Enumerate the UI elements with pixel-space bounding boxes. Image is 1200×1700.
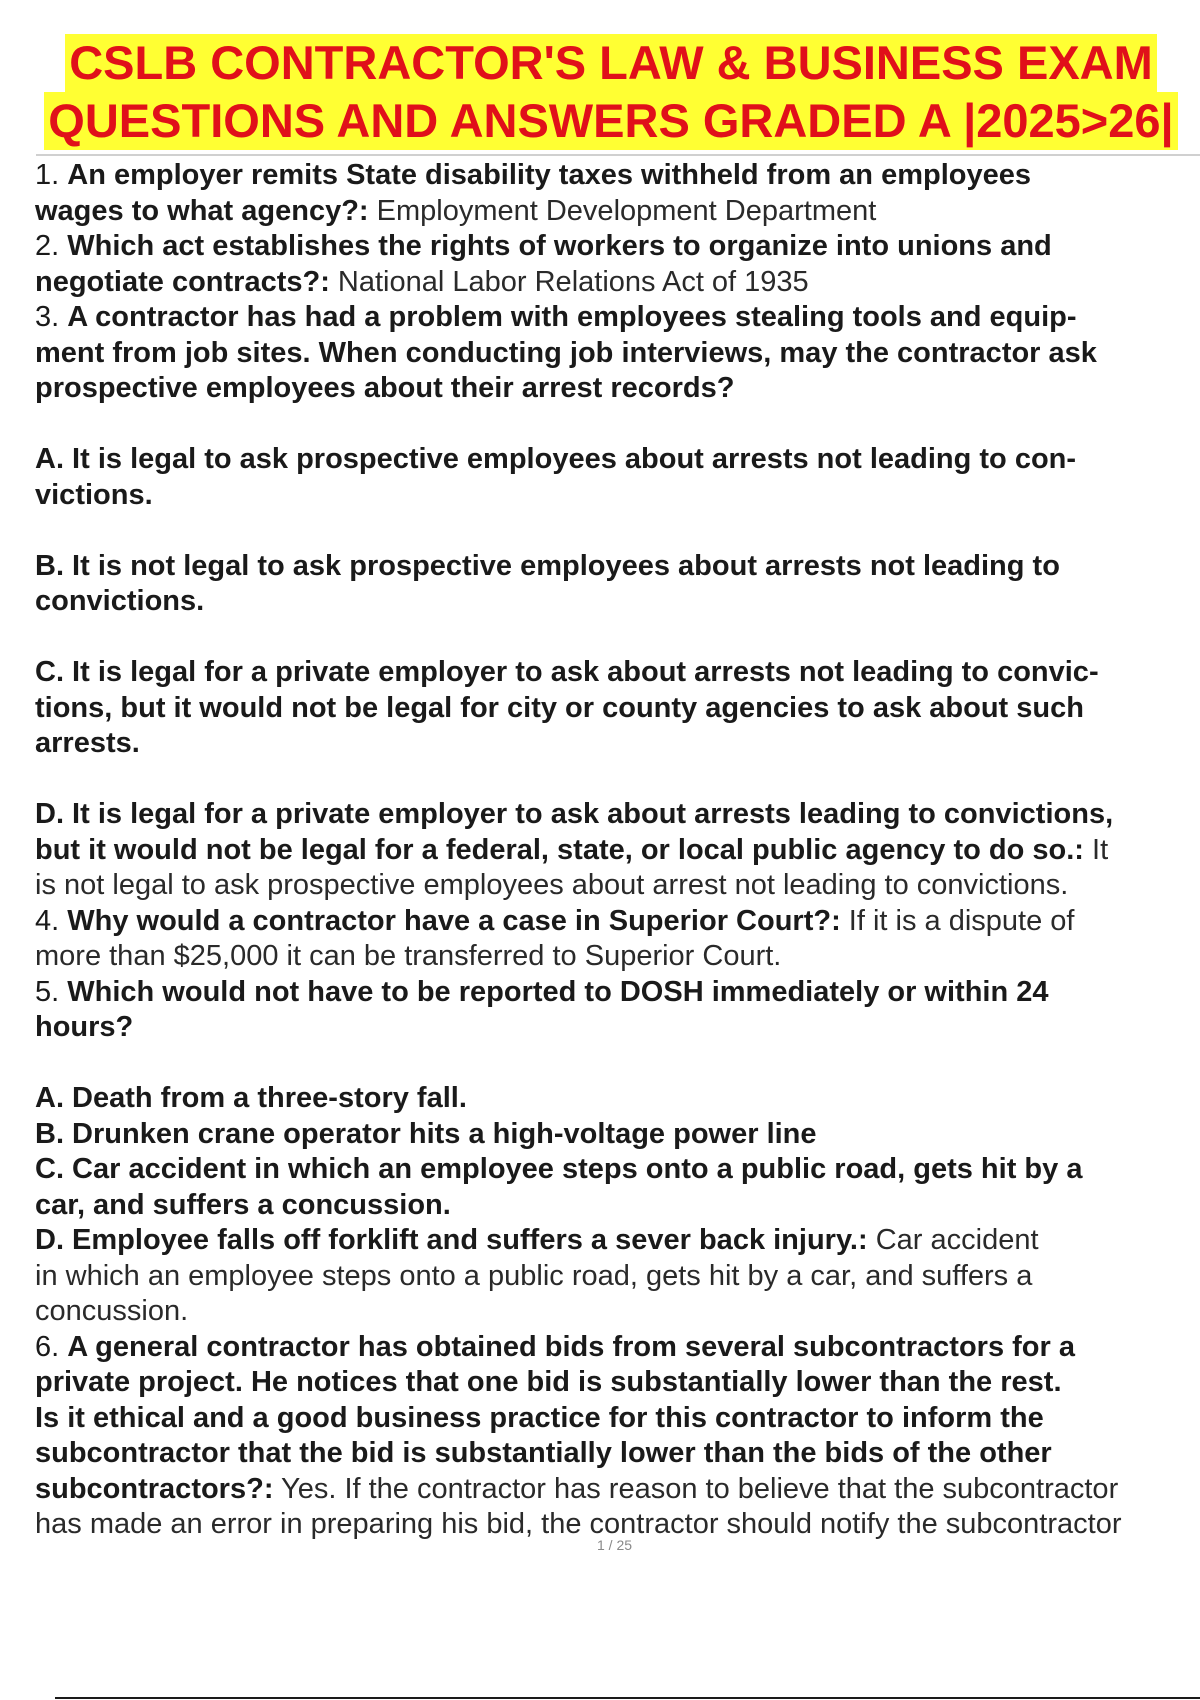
answer-text: National Labor Relations Act of 1935	[329, 265, 809, 298]
answer-text: It	[1083, 833, 1109, 866]
question-number: 6.	[35, 1330, 60, 1363]
question-text: private project. He notices that one bid is substantially lower than the rest.	[35, 1366, 1062, 1398]
option-d: D. It is legal for a private employer to ask about arrests leading to convictions,	[35, 798, 1114, 830]
question-text: hours?	[35, 1011, 134, 1043]
answer-text: has made an error in preparing his bid, the contractor should notify the subcontractor	[35, 1508, 1122, 1540]
document-title	[36, 34, 1186, 150]
page-bottom-divider	[55, 1697, 1200, 1699]
answer-text: If it is a dispute of	[840, 904, 1075, 937]
question-6	[35, 1330, 1195, 1543]
question-text: A general contractor has obtained bids from several subcontractors for a	[67, 1330, 1075, 1363]
option-b: B. Drunken crane operator hits a high-voltage power line	[35, 1117, 817, 1150]
option-c: C. It is legal for a private employer to ask about arrests not leading to convic-	[35, 656, 1099, 688]
question-text: A contractor has had a problem with employees stealing tools and equip-	[67, 301, 1077, 333]
answer-text: Car accident	[867, 1224, 1039, 1256]
answer-text: more than $25,000 it can be transferred to Superior Court.	[35, 940, 782, 972]
question-text: negotiate contracts?:	[35, 265, 330, 298]
question-3	[35, 300, 1195, 904]
option-b: convictions.	[35, 585, 205, 617]
question-text: Why would a contractor have a case in Superior Court?:	[67, 904, 841, 937]
question-text: subcontractors?:	[35, 1472, 274, 1505]
option-b: B. It is not legal to ask prospective employees about arrests not leading to	[35, 549, 1060, 582]
question-text: Which act establishes the rights of workers to organize into unions and	[67, 230, 1052, 262]
question-text: subcontractor that the bid is substantially lower than the bids of the other	[35, 1437, 1052, 1469]
question-5	[35, 975, 1195, 1330]
question-text: prospective employees about their arrest records?	[35, 372, 735, 404]
question-text: An employer remits State disability taxes withheld from an employees	[67, 159, 1031, 191]
question-text: Is it ethical and a good business practice for this contractor to inform the	[35, 1401, 1044, 1434]
answer-text: concussion.	[35, 1295, 189, 1327]
question-text: wages to what agency?:	[35, 194, 369, 227]
question-text: ment from job sites. When conducting job interviews, may the contractor ask	[35, 336, 1097, 369]
option-a: victions.	[35, 478, 153, 511]
question-number: 2.	[35, 230, 60, 262]
answer-text: is not legal to ask prospective employees about arrest not leading to convictions.	[35, 869, 1069, 901]
question-number: 4.	[35, 904, 60, 937]
title-line-2: QUESTIONS AND ANSWERS GRADED A |2025>26|	[44, 92, 1177, 150]
question-1	[35, 158, 1195, 229]
question-4	[35, 904, 1195, 975]
answer-text: Employment Development Department	[368, 194, 877, 227]
question-2	[35, 229, 1195, 300]
title-line-1: CSLB CONTRACTOR'S LAW & BUSINESS EXAM	[65, 34, 1157, 92]
option-c: arrests.	[35, 727, 140, 759]
question-list	[35, 158, 1195, 1543]
option-a: A. Death from a three-story fall.	[35, 1082, 467, 1114]
question-text: Which would not have to be reported to DOSH immediately or within 24	[67, 975, 1049, 1008]
option-d: but it would not be legal for a federal, state, or local public agency to do so.:	[35, 833, 1084, 866]
title-divider	[36, 154, 1200, 156]
option-c: tions, but it would not be legal for city or county agencies to ask about such	[35, 691, 1084, 724]
option-d: D. Employee falls off forklift and suffers a sever back injury.:	[35, 1224, 868, 1256]
answer-text: Yes. If the contractor has reason to believe that the subcontractor	[273, 1472, 1119, 1505]
question-number: 5.	[35, 975, 60, 1008]
question-number: 3.	[35, 301, 60, 333]
option-c: C. Car accident in which an employee steps onto a public road, gets hit by a	[35, 1153, 1083, 1185]
option-a: A. It is legal to ask prospective employees about arrests not leading to con-	[35, 443, 1077, 475]
page-number: 1 / 25	[596, 1537, 633, 1553]
option-c: car, and suffers a concussion.	[35, 1188, 451, 1221]
answer-text: in which an employee steps onto a public road, gets hit by a car, and suffers a	[35, 1259, 1033, 1292]
question-number: 1.	[35, 159, 60, 191]
